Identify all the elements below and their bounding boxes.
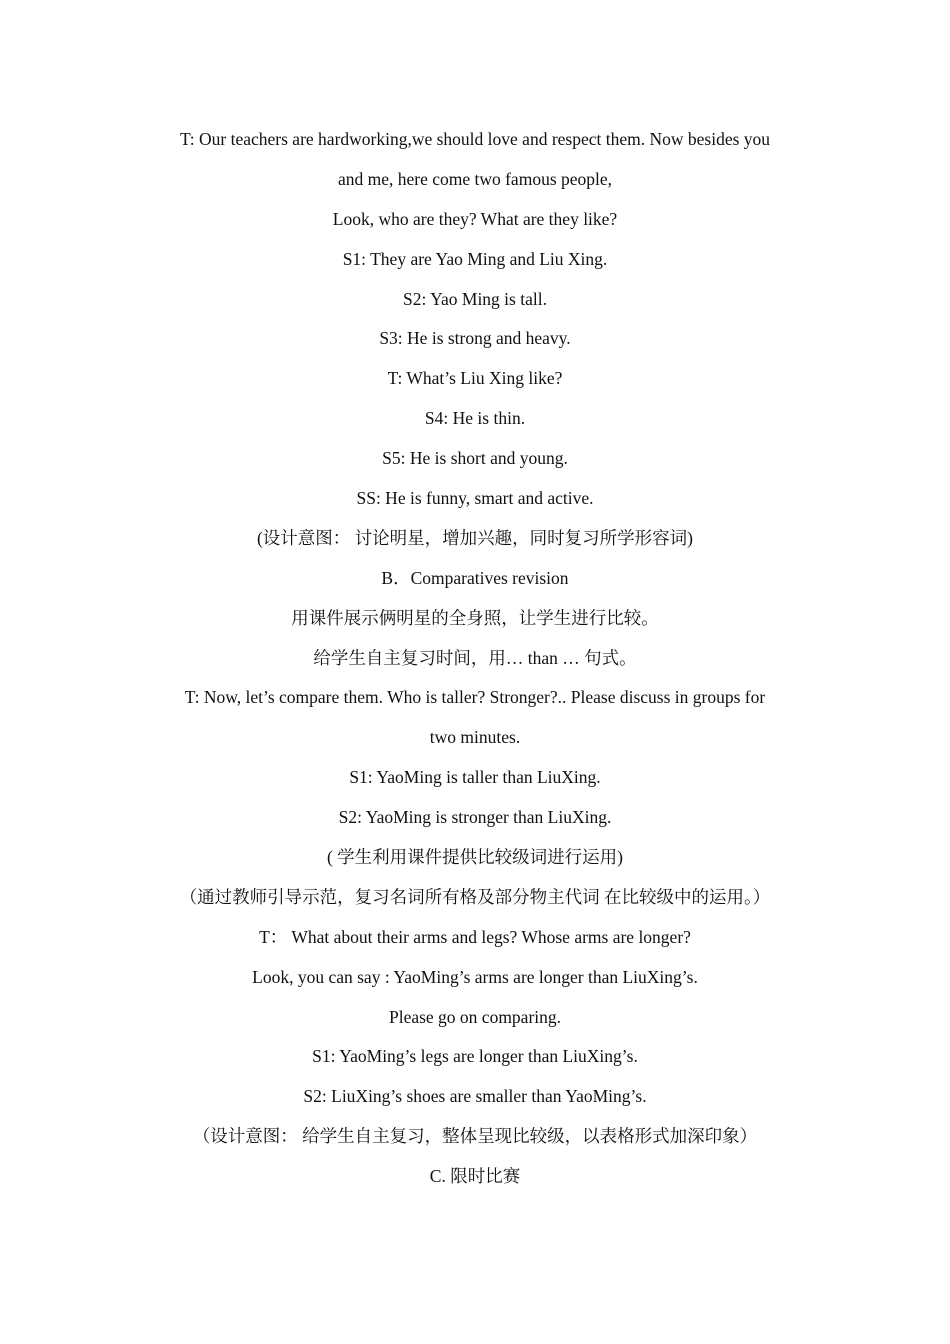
- text-line: S2: Yao Ming is tall.: [403, 288, 547, 309]
- design-note: (设计意图： 讨论明星，增加兴趣，同时复习所学形容词): [256, 527, 694, 548]
- document-body: [95, 120, 855, 1197]
- text-line: S5: He is short and young.: [382, 448, 568, 469]
- text-line: S4: He is thin.: [424, 408, 526, 429]
- text-line: S1: YaoMing’s legs are longer than LiuXing’s.: [312, 1046, 638, 1067]
- text-line: Look, who are they? What are they like?: [332, 208, 618, 229]
- text-line: S2: LiuXing’s shoes are smaller than YaoMing’s.: [303, 1086, 647, 1107]
- text-line: T: Our teachers are hardworking,we should love and respect them. Now besides you: [179, 129, 771, 149]
- text-line: and me, here come two famous people,: [337, 168, 613, 189]
- section-heading-b: B．Comparatives revision: [381, 567, 569, 588]
- text-line: S1: They are Yao Ming and Liu Xing.: [342, 248, 608, 269]
- text-line: S3: He is strong and heavy.: [379, 328, 571, 349]
- text-line: Look, you can say : YaoMing’s arms are longer than LiuXing’s.: [252, 966, 698, 987]
- text-line: T: What’s Liu Xing like?: [387, 368, 563, 389]
- section-heading-c: C. 限时比赛: [429, 1166, 521, 1187]
- text-line: SS: He is funny, smart and active.: [356, 488, 594, 509]
- text-line: two minutes.: [429, 727, 521, 748]
- text-line: S1: YaoMing is taller than LiuXing.: [349, 767, 601, 788]
- text-line: T: Now, let’s compare them. Who is taller? Stronger?.. Please discuss in groups for: [184, 687, 766, 708]
- text-line: S2: YaoMing is stronger than LiuXing.: [338, 807, 612, 828]
- design-note: ( 学生利用课件提供比较级词进行运用): [326, 847, 624, 868]
- text-line: 给学生自主复习时间，用… than … 句式。: [313, 647, 637, 668]
- text-line: T： What about their arms and legs? Whose arms are longer?: [259, 926, 691, 947]
- text-line: 用课件展示俩明星的全身照，让学生进行比较。: [291, 607, 659, 628]
- design-note: （通过教师引导示范，复习名词所有格及部分物主代词 在比较级中的运用。）: [179, 886, 771, 907]
- design-note: （设计意图： 给学生自主复习，整体呈现比较级，以表格形式加深印象）: [192, 1126, 758, 1147]
- text-line: Please go on comparing.: [388, 1006, 562, 1027]
